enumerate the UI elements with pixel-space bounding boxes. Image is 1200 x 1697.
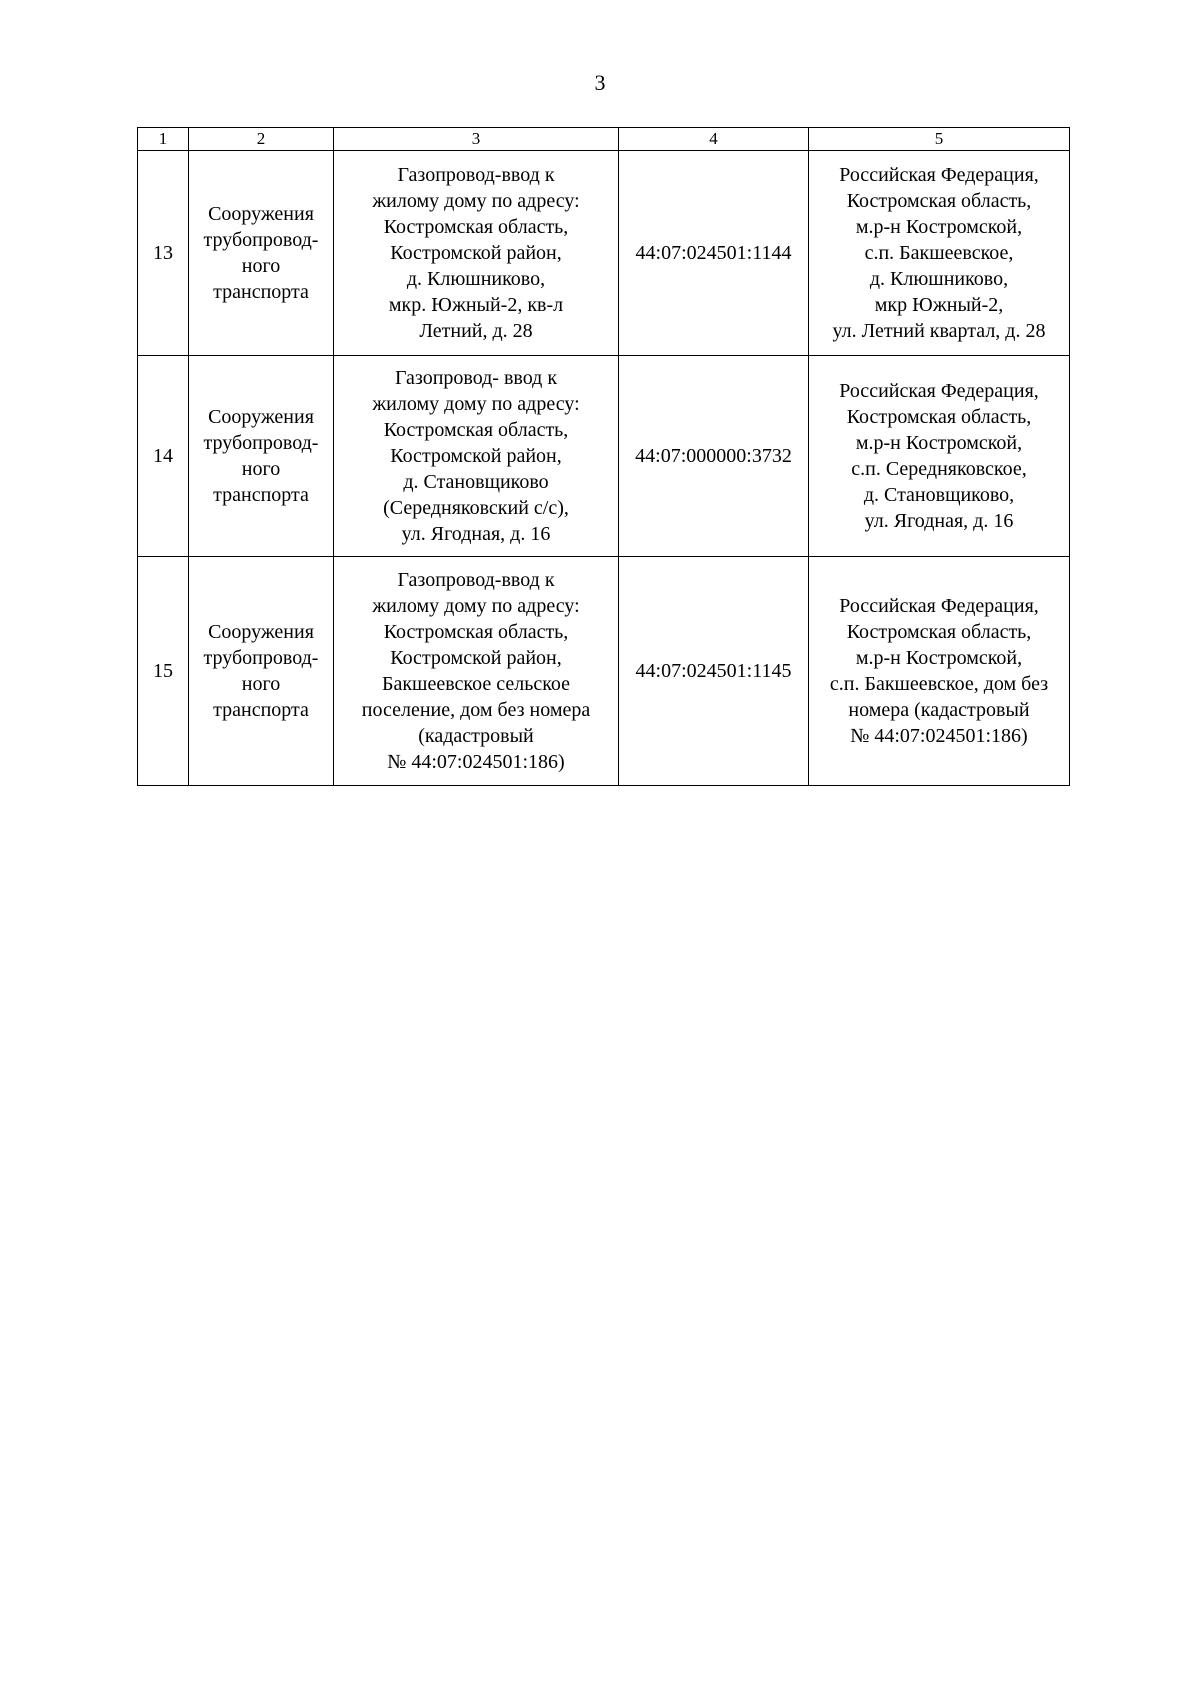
header-col-1: 1 [138, 128, 189, 151]
table-row [138, 151, 1070, 356]
object-address: Российская Федерация, Костромская область, м.р-н Костромской, с.п. Бакшеевское, д. Клюшниково, мкр Южный-2, ул. Летний квартал, д. 28 [809, 151, 1070, 356]
header-col-2: 2 [189, 128, 334, 151]
row-number: 13 [138, 151, 189, 356]
page-number: 3 [594, 70, 606, 95]
object-address: Российская Федерация, Костромская область, м.р-н Костромской, с.п. Бакшеевское, дом без номера (кадастровый № 44:07:024501:186) [809, 557, 1070, 786]
object-name: Газопровод-ввод к жилому дому по адресу: Костромская область, Костромской район, д. Клюшниково, мкр. Южный-2, кв-л Летний, д. 28 [334, 151, 619, 356]
object-name: Газопровод-ввод к жилому дому по адресу: Костромская область, Костромской район, Бакшеевское сельское поселение, дом без номера (кадастровый № 44:07:024501:186) [334, 557, 619, 786]
object-type: Сооружения трубопровод- ного транспорта [189, 557, 334, 786]
table-row [138, 557, 1070, 786]
header-row [138, 128, 1070, 151]
cadastral-number: 44:07:024501:1145 [619, 557, 809, 786]
header-col-3: 3 [334, 128, 619, 151]
registry-table [137, 127, 1070, 786]
row-number: 15 [138, 557, 189, 786]
object-type: Сооружения трубопровод- ного транспорта [189, 356, 334, 557]
header-col-4: 4 [619, 128, 809, 151]
object-type: Сооружения трубопровод- ного транспорта [189, 151, 334, 356]
cadastral-number: 44:07:000000:3732 [619, 356, 809, 557]
object-address: Российская Федерация, Костромская область, м.р-н Костромской, с.п. Середняковское, д. Становщиково, ул. Ягодная, д. 16 [809, 356, 1070, 557]
cadastral-number: 44:07:024501:1144 [619, 151, 809, 356]
table-row [138, 356, 1070, 557]
object-name: Газопровод- ввод к жилому дому по адресу: Костромская область, Костромской район, д. Становщиково (Середняковский с/с), ул. Ягодная, д. 16 [334, 356, 619, 557]
row-number: 14 [138, 356, 189, 557]
header-col-5: 5 [809, 128, 1070, 151]
